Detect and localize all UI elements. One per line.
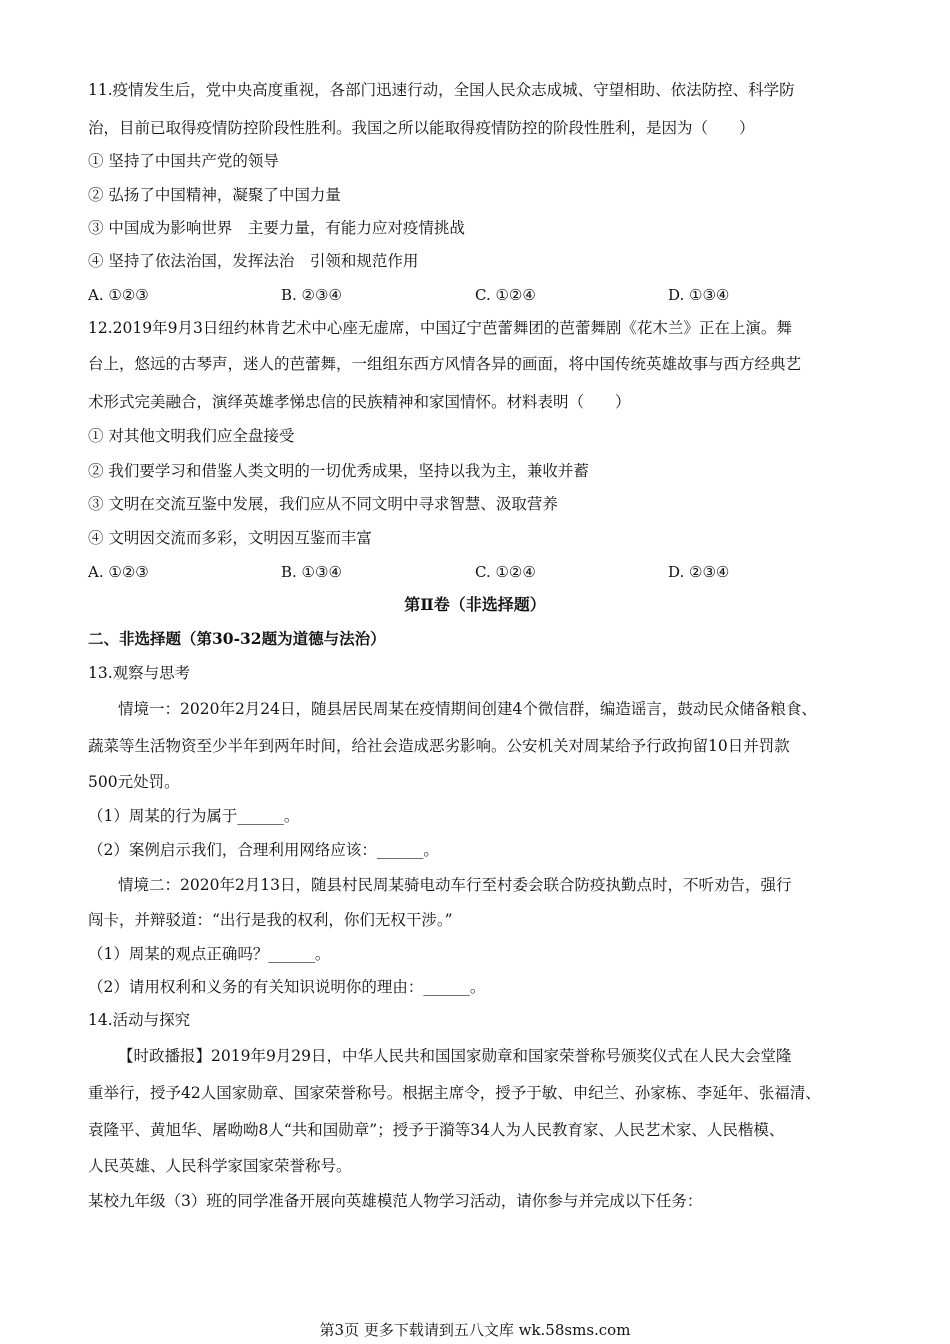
- q11-option-b[interactable]: B. ②③④: [281, 286, 342, 304]
- q11-item-4: ④ 坚持了依法治国，发挥法治 引领和规范作用: [88, 252, 419, 270]
- q12-item-3: ③ 文明在交流互鉴中发展，我们应从不同文明中寻求智慧、汲取营养: [88, 495, 558, 513]
- q13-title: 13.观察与思考: [88, 664, 191, 682]
- q12-option-c[interactable]: C. ①②④: [475, 563, 536, 581]
- q11-item-1: ① 坚持了中国共产党的领导: [88, 152, 279, 170]
- q12-item-4: ④ 文明因交流而多彩，文明因互鉴而丰富: [88, 529, 372, 547]
- page-footer: 第3页 更多下载请到五八文库 wk.58sms.com: [319, 1321, 631, 1339]
- q12-stem-line1: 12.2019年9月3日纽约林肯艺术中心座无虚席，中国辽宁芭蕾舞团的芭蕾舞剧《花木兰》正在上演。舞: [88, 319, 792, 337]
- q11-stem-line2: 治，目前已取得疫情防控阶段性胜利。我国之所以能取得疫情防控的阶段性胜利，是因为（ ）: [88, 119, 755, 137]
- q13-scenario2-question2: （2）请用权利和义务的有关知识说明你的理由：______。: [88, 978, 486, 996]
- q12-item-2: ② 我们要学习和借鉴人类文明的一切优秀成果，坚持以我为主，兼收并蓄: [88, 462, 589, 480]
- q13-scenario2-line1: 情境二：2020年2月13日，随县村民周某骑电动车行至村委会联合防疫执勤点时，不听劝告，强行: [118, 876, 792, 894]
- q14-news-line4: 人民英雄、人民科学家国家荣誉称号。: [88, 1157, 352, 1175]
- q14-news-line1: 【时政播报】2019年9月29日，中华人民共和国国家勋章和国家荣誉称号颁奖仪式在人民大会堂隆: [118, 1047, 792, 1065]
- part-title: 二、非选择题（第30-32题为道德与法治）: [88, 629, 386, 648]
- q14-news-line2: 重举行，授予42人国家勋章、国家荣誉称号。根据主席令，授予于敏、申纪兰、孙家栋、李延年、张福清、: [88, 1084, 821, 1102]
- q11-option-d[interactable]: D. ①③④: [668, 286, 730, 304]
- q13-scenario2-question1: （1）周某的观点正确吗？______。: [88, 945, 331, 963]
- q14-news-line3: 袁隆平、黄旭华、屠呦呦8人“共和国勋章”；授予于漪等34人为人民教育家、人民艺术家、人民楷模、: [88, 1121, 785, 1139]
- q14-title: 14.活动与探究: [88, 1011, 191, 1029]
- q11-option-a[interactable]: A. ①②③: [88, 286, 149, 304]
- q12-option-a[interactable]: A. ①②③: [88, 563, 149, 581]
- q12-stem-line3: 术形式完美融合，演绎英雄孝悌忠信的民族精神和家国情怀。材料表明（ ）: [88, 393, 631, 411]
- q12-option-b[interactable]: B. ①③④: [281, 563, 342, 581]
- q13-scenario2-line2: 闯卡，并辩驳道：“出行是我的权利，你们无权干涉。”: [88, 911, 453, 929]
- q14-task-intro: 某校九年级（3）班的同学准备开展向英雄模范人物学习活动，请你参与并完成以下任务：: [88, 1192, 703, 1210]
- q12-stem-line2: 台上，悠远的古琴声，迷人的芭蕾舞，一组组东西方风情各异的画面，将中国传统英雄故事与西方经典艺: [88, 355, 802, 373]
- q13-scenario1-question2: （2）案例启示我们，合理利用网络应该：______。: [88, 841, 439, 859]
- q11-item-3: ③ 中国成为影响世界 主要力量，有能力应对疫情挑战: [88, 219, 465, 237]
- q12-item-1: ① 对其他文明我们应全盘接受: [88, 427, 295, 445]
- q13-scenario1-line3: 500元处罚。: [88, 773, 180, 791]
- q11-stem-line1: 11.疫情发生后，党中央高度重视，各部门迅速行动，全国人民众志成城、守望相助、依法防控、科学防: [88, 81, 795, 99]
- q13-scenario1-line2: 蔬菜等生活物资至少半年到两年时间，给社会造成恶劣影响。公安机关对周某给予行政拘留10日并罚款: [88, 737, 790, 755]
- volume-title: 第Ⅱ卷（非选择题）: [404, 595, 546, 614]
- q13-scenario1-question1: （1）周某的行为属于______。: [88, 807, 300, 825]
- q11-option-c[interactable]: C. ①②④: [475, 286, 536, 304]
- q11-item-2: ② 弘扬了中国精神，凝聚了中国力量: [88, 186, 341, 204]
- q13-scenario1-line1: 情境一：2020年2月24日，随县居民周某在疫情期间创建4个微信群，编造谣言，鼓动民众储备粮食、: [118, 700, 817, 718]
- q12-option-d[interactable]: D. ②③④: [668, 563, 730, 581]
